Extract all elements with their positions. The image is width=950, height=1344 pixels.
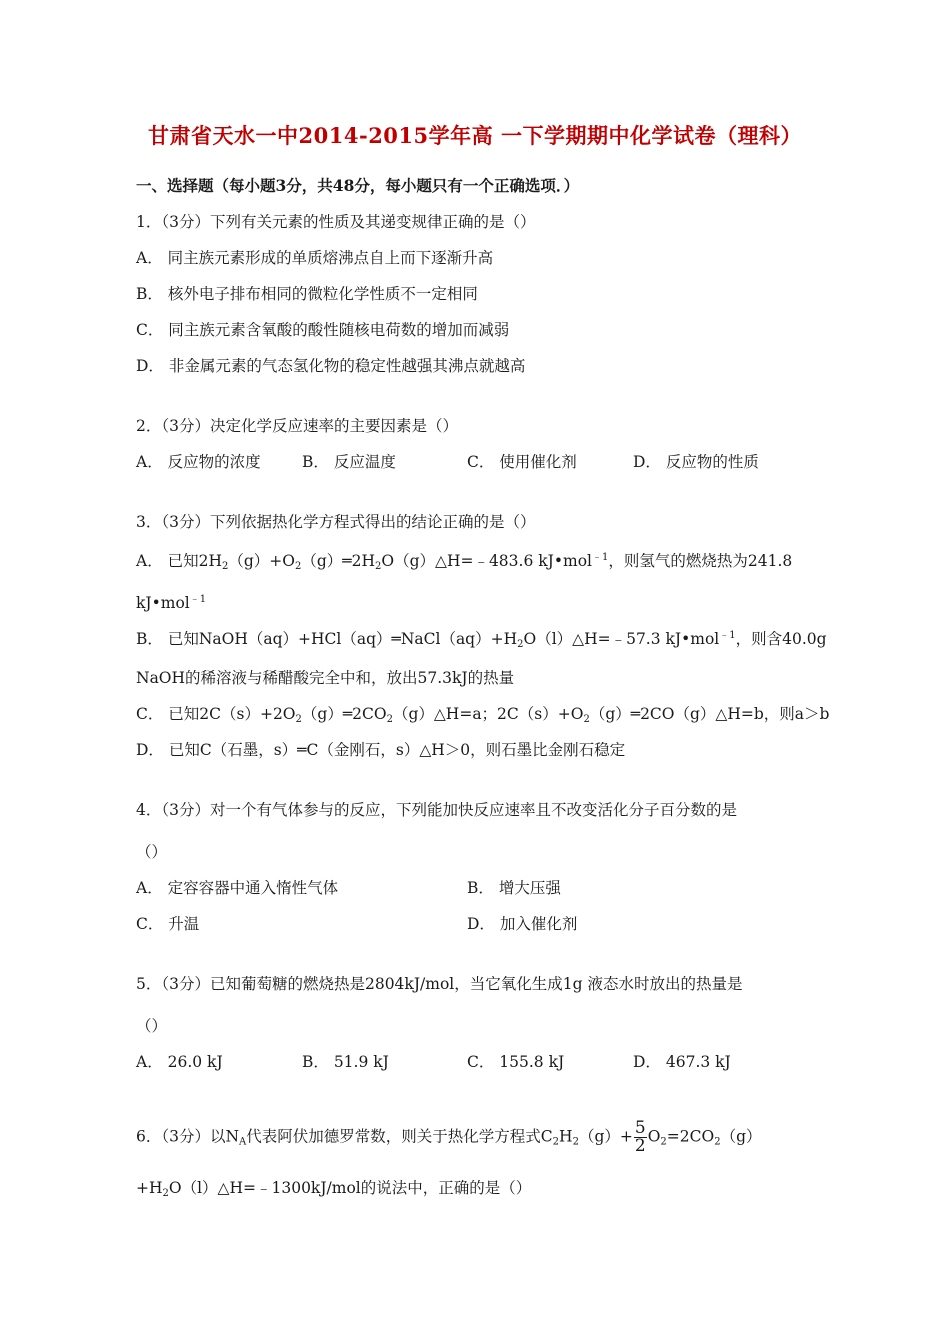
question-6-stem: 6．（3分）以$N_A$代表阿伏加德罗常数，则关于热化学方程式$C_2H_2(g)+$ $\frac{5}{2}$ $O_2=2CO_2(g)$ — [136, 1118, 762, 1156]
question-2-option-d: D． 反应物的性质 — [633, 453, 759, 471]
exam-title: 甘肃省天水一中2014-2015学年高 一下学期期中化学试卷（理科） — [148, 123, 802, 148]
question-3-option-a-continued: kJ•mol$^{﹣1}$ — [136, 594, 207, 612]
question-1-stem: 1．（3分）下列有关元素的性质及其递变规律正确的是（） — [136, 213, 536, 231]
question-5-option-c: C． 155.8 kJ — [467, 1053, 565, 1071]
question-6-stem-continued: $+H_2O(l)\triangle H=﹣1300kJ$/mol的说法中，正确的是（） — [136, 1179, 532, 1199]
question-2-option-b: B． 反应温度 — [302, 453, 396, 471]
question-3-option-a: A． 已知$2H_2(g)+O_2(g)═2H_2O(g)\triangle H=﹣483.6$ kJ•mol$^{﹣1}$，则氢气的燃烧热为241.8 — [136, 552, 793, 572]
question-5-option-d: D． 467.3 kJ — [633, 1053, 731, 1071]
question-4-option-a: A． 定容容器中通入惰性气体 — [136, 879, 339, 897]
section-heading: 一、选择题（每小题3分，共48分，每小题只有一个正确选项．） — [136, 176, 580, 195]
question-1-option-d: D． 非金属元素的气态氢化物的稳定性越强其沸点就越高 — [136, 357, 526, 375]
question-3-stem: 3．（3分）下列依据热化学方程式得出的结论正确的是（） — [136, 513, 536, 531]
question-2-stem: 2．（3分）决定化学反应速率的主要因素是（） — [136, 417, 458, 435]
question-3-option-d: D． 已知C（石墨，s）═C（金刚石，s）△H＞0，则石墨比金刚石稳定 — [136, 741, 626, 759]
question-4-stem: 4．（3分）对一个有气体参与的反应，下列能加快反应速率且不改变活化分子百分数的是 — [136, 801, 737, 819]
question-5-option-b: B． 51.9 kJ — [302, 1053, 389, 1071]
question-1-option-a: A． 同主族元素形成的单质熔沸点自上而下逐渐升高 — [136, 249, 494, 267]
fraction-five-halves: $\frac{5}{2}$ — [634, 1118, 646, 1156]
question-1-option-b: B． 核外电子排布相同的微粒化学性质不一定相同 — [136, 285, 478, 303]
question-2-option-a: A． 反应物的浓度 — [136, 453, 261, 471]
question-2-option-c: C． 使用催化剂 — [467, 453, 577, 471]
question-1-option-c: C． 同主族元素含氧酸的酸性随核电荷数的增加而减弱 — [136, 321, 510, 339]
question-3-option-b-continued: NaOH的稀溶液与稀醋酸完全中和，放出57.3kJ的热量 — [136, 669, 515, 687]
question-3-option-b: B． 已知$NaOH(aq)+HCl(aq)═NaCl(aq)+H_2O(l)\triangle H=﹣57.3$ kJ•mol$^{﹣1}$，则含40.0g — [136, 630, 827, 650]
question-4-option-d: D． 加入催化剂 — [467, 915, 578, 933]
question-4-option-c: C． 升温 — [136, 915, 200, 933]
question-5-paren: （） — [136, 1017, 168, 1035]
question-5-option-a: A． 26.0 kJ — [136, 1053, 223, 1071]
question-4-paren: （） — [136, 843, 168, 861]
question-5-stem: 5．（3分）已知葡萄糖的燃烧热是2804kJ/mol，当它氧化生成1g 液态水时放出的热量是 — [136, 975, 743, 993]
question-4-option-b: B． 增大压强 — [467, 879, 561, 897]
question-3-option-c: C． 已知$2C(s)+2O_2(g)═2CO_2(g)\triangle H=a$；$2C(s)+O_2(g)═2CO(g)\triangle H=b$，则a＞b — [136, 705, 830, 725]
